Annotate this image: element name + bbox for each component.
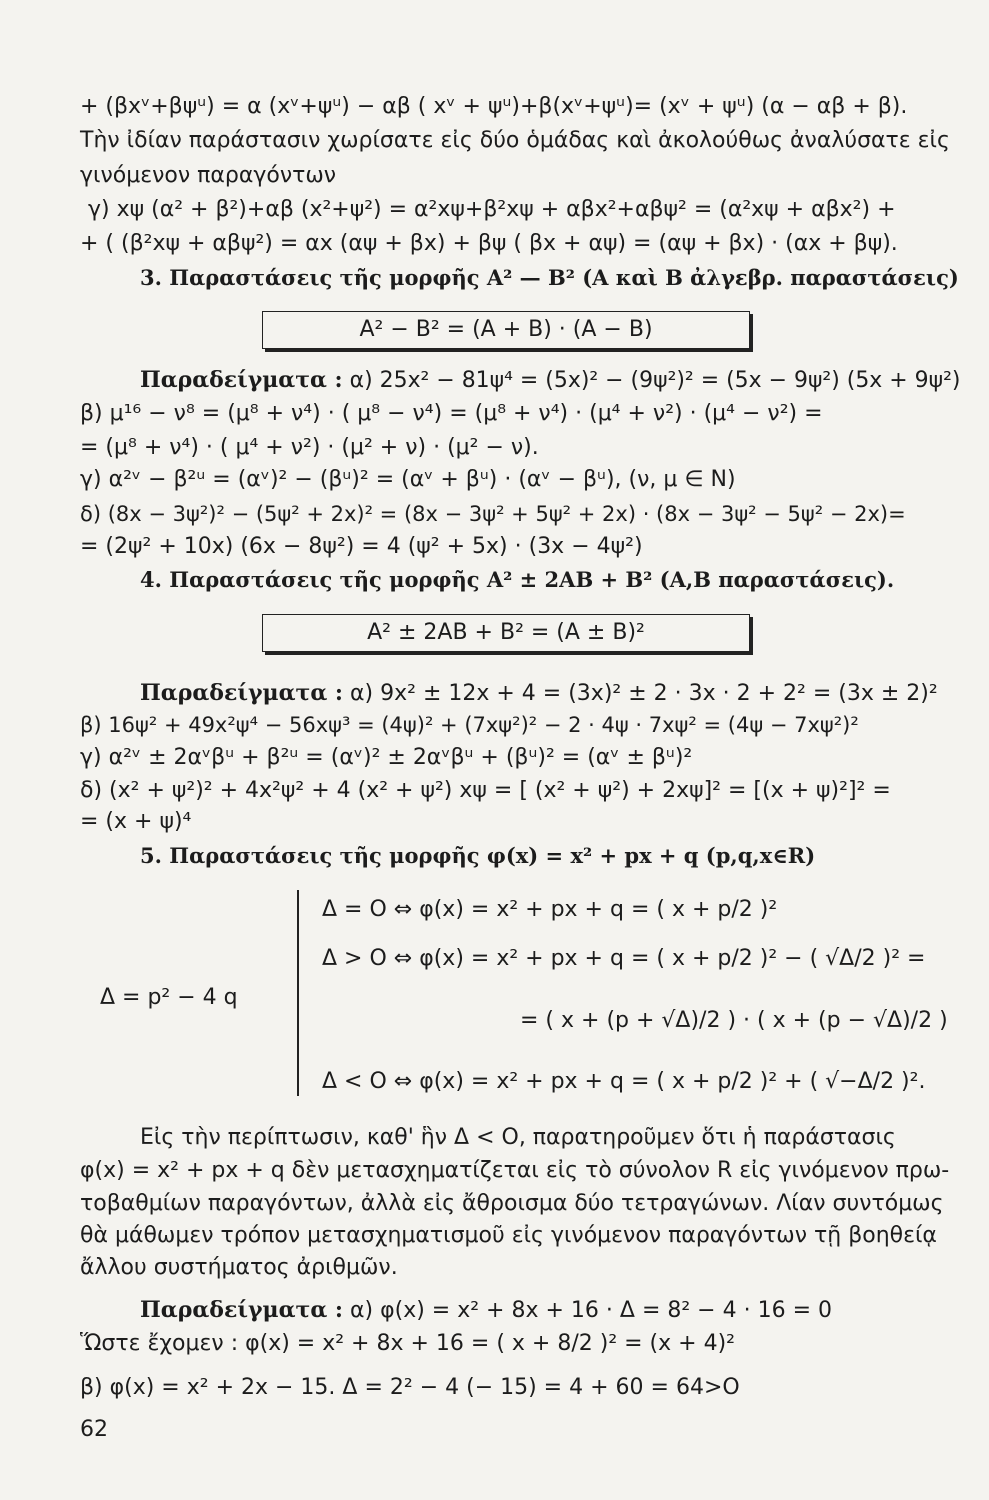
case-delta-positive-factored: = ( x + (p + √Δ)/2 ) · ( x + (p − √Δ)/2 ) [520,1008,948,1033]
examples-label: Παραδείγματα : [140,680,344,706]
text-line: γινόμενον παραγόντων [80,163,337,188]
examples-row [140,1296,832,1325]
text-line: + (βxᵛ+βψᵘ) = α (xᵛ+ψᵘ) − αβ ( xᵛ + ψᵘ)+β(xᵛ+ψᵘ)= (xᵛ + ψᵘ) (α − αβ + β). [80,94,908,119]
examples-row [140,366,960,395]
text-line: γ) α²ᵛ − β²ᵘ = (αᵛ)² − (βᵘ)² = (αᵛ + βᵘ) · (αᵛ − βᵘ), (ν, μ ∈ N) [80,467,736,492]
section-heading-4: 4. Παραστάσεις τῆς μορφῆς A² ± 2AB + B² (A,B παραστάσεις). [140,567,895,592]
examples-label: Παραδείγματα : [140,367,343,393]
text-line: δ) (x² + ψ²)² + 4x²ψ² + 4 (x² + ψ²) xψ = [ (x² + ψ²) + 2xψ]² = [(x + ψ)²]² = [80,778,891,803]
text-line: β) 16ψ² + 49x²ψ⁴ − 56xψ³ = (4ψ)² + (7xψ²)² − 2 · 4ψ · 7xψ² = (4ψ − 7xψ²)² [80,713,859,737]
text-line: Τὴν ἰδίαν παράστασιν χωρίσατε εἰς δύο ὁμάδας καὶ ἀκολούθως ἀναλύσατε εἰς [80,128,950,153]
text-line: β) φ(x) = x² + 2x − 15. Δ = 2² − 4 (− 15) = 4 + 60 = 64>O [80,1375,740,1400]
paragraph-line: Εἰς τὴν περίπτωσιν, καθ' ἣν Δ < O, παρατηροῦμεν ὅτι ἡ παράστασις [140,1125,896,1150]
text-line: γ) xψ (α² + β²)+αβ (x²+ψ²) = α²xψ+β²xψ + αβx²+αβψ² = (α²xψ + αβx²) + [88,197,896,222]
example-text: α) 9x² ± 12x + 4 = (3x)² ± 2 · 3x · 2 + 2² = (3x ± 2)² [350,681,938,706]
case-delta-negative: Δ < O ⇔ φ(x) = x² + px + q = ( x + p/2 )² + ( √−Δ/2 )². [322,1069,926,1094]
paragraph-line: ἄλλου συστήματος ἀριθμῶν. [80,1255,398,1280]
text-line: + ( (β²xψ + αβψ²) = αx (αψ + βx) + βψ ( βx + αψ) = (αψ + βx) · (αx + βψ). [80,231,898,256]
text-line: = (2ψ² + 10x) (6x − 8ψ²) = 4 (ψ² + 5x) · (3x − 4ψ²) [80,534,643,559]
examples-label: Παραδείγματα : [140,1297,344,1323]
text-line: γ) α²ᵛ ± 2αᵛβᵘ + β²ᵘ = (αᵛ)² ± 2αᵛβᵘ + (βᵘ)² = (αᵛ ± βᵘ)² [80,745,693,770]
case-delta-positive: Δ > O ⇔ φ(x) = x² + px + q = ( x + p/2 )² − ( √Δ/2 )² = [322,946,926,971]
page-number: 62 [80,1417,108,1442]
section-heading-5: 5. Παραστάσεις τῆς μορφῆς φ(x) = x² + px + q (p,q,x∈R) [140,843,816,868]
boxed-formula: A² − B² = (A + B) · (A − B) [359,317,653,342]
text-line: = (μ⁸ + ν⁴) · ( μ⁴ + ν²) · (μ² + ν) · (μ² − ν). [80,435,539,460]
paragraph-line: τοβαθμίων παραγόντων, ἀλλὰ εἰς ἄθροισμα δύο τετραγώνων. Λίαν συντόμως [80,1191,944,1216]
text-line: Ὥστε ἔχομεν : φ(x) = x² + 8x + 16 = ( x + 8/2 )² = (x + 4)² [80,1331,735,1356]
section-heading-3: 3. Παραστάσεις τῆς μορφῆς A² — B² (A καὶ B ἀλγεβρ. παραστάσεις) [140,265,959,290]
formula-box-difference-of-squares [262,311,750,349]
case-delta-zero: Δ = O ⇔ φ(x) = x² + px + q = ( x + p/2 )² [322,897,778,922]
paragraph-line: φ(x) = x² + px + q δὲν μετασχηματίζεται εἰς τὸ σύνολον R εἰς γινόμενον πρω- [80,1158,950,1183]
text-line: δ) (8x − 3ψ²)² − (5ψ² + 2x)² = (8x − 3ψ² + 5ψ² + 2x) · (8x − 3ψ² − 5ψ² − 2x)= [80,502,906,526]
text-line: = (x + ψ)⁴ [80,809,192,834]
boxed-formula: A² ± 2AB + B² = (A ± B)² [367,620,645,645]
example-text: α) 25x² − 81ψ⁴ = (5x)² − (9ψ²)² = (5x − 9ψ²) (5x + 9ψ²) [349,368,961,393]
divider-bar [297,890,299,1096]
discriminant-definition: Δ = p² − 4 q [100,985,238,1010]
examples-row [140,679,938,708]
example-text: α) φ(x) = x² + 8x + 16 · Δ = 8² − 4 · 16 = 0 [350,1298,832,1323]
text-line: β) μ¹⁶ − ν⁸ = (μ⁸ + ν⁴) · ( μ⁸ − ν⁴) = (μ⁸ + ν⁴) · (μ⁴ + ν²) · (μ⁴ − ν²) = [80,401,823,426]
paragraph-line: θὰ μάθωμεν τρόπον μετασχηματισμοῦ εἰς γινόμενον παραγόντων τῇ βοηθείᾳ [80,1223,937,1248]
formula-box-square-of-sum [262,614,750,652]
